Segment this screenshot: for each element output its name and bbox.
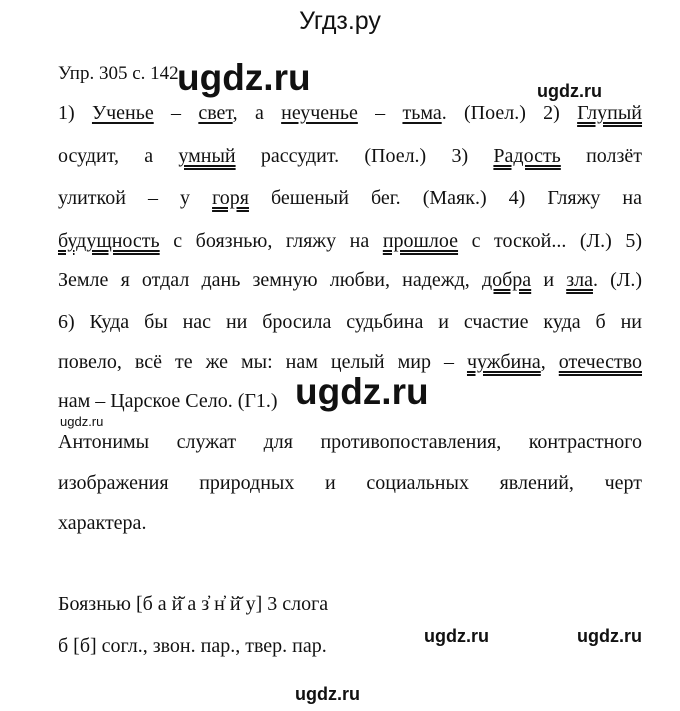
watermark-small: ugdz.ru bbox=[295, 684, 360, 704]
underlined-word: Радость bbox=[493, 145, 561, 167]
text-span: улиткой – у bbox=[58, 187, 213, 209]
watermark-small: ugdz.ru bbox=[537, 81, 602, 101]
underlined-word: свет bbox=[198, 102, 233, 124]
text-span: и bbox=[531, 269, 567, 291]
text-span: 6) Куда бы нас ни бросила судьбина и счастие куда б ни bbox=[58, 311, 642, 333]
text-span: с тоской... (Л.) 5) bbox=[458, 230, 642, 252]
text-span: 1) bbox=[58, 102, 92, 124]
text-span: – bbox=[153, 102, 199, 124]
site-title: Угдз.ру bbox=[299, 7, 381, 35]
text-line bbox=[58, 186, 642, 210]
underlined-word: тьма bbox=[402, 102, 442, 124]
underlined-word: Ученье bbox=[91, 102, 154, 124]
underlined-word: Глупый bbox=[577, 102, 643, 124]
text-span: рассудит. (Поел.) 3) bbox=[235, 145, 494, 167]
text-span: повело, всё те же мы: нам целый мир – bbox=[58, 351, 467, 373]
phonetic-analysis: б [б] согл., звон. пар., твер. пар. bbox=[58, 635, 327, 657]
exercise-title: Упр. 305 с. 142 bbox=[58, 63, 179, 84]
text-span: нам – Царское Село. (Г1.) bbox=[58, 390, 278, 412]
text-line bbox=[58, 268, 642, 292]
text-span: характера. bbox=[58, 512, 147, 534]
text-span: осудит, а bbox=[58, 145, 179, 167]
watermark-small: ugdz.ru bbox=[424, 626, 489, 646]
explanation-line bbox=[58, 471, 642, 495]
watermark-small: ugdz.ru bbox=[577, 626, 642, 646]
text-span: , а bbox=[232, 102, 282, 124]
text-line bbox=[58, 350, 642, 374]
explanation-line bbox=[58, 511, 146, 535]
text-span: , bbox=[540, 351, 559, 373]
text-line bbox=[58, 310, 642, 334]
text-span: . (Л.) bbox=[592, 269, 643, 291]
underlined-word: отечество bbox=[558, 351, 642, 373]
text-span: бешеный бег. (Маяк.) 4) Гляжу на bbox=[248, 187, 643, 209]
text-span: Антонимы служат для противопоставления, контрастного bbox=[58, 431, 642, 453]
text-line bbox=[58, 101, 642, 125]
text-span: ползёт bbox=[560, 145, 643, 167]
watermark-tiny: ugdz.ru bbox=[60, 414, 104, 429]
watermark-big: ugdz.ru bbox=[177, 57, 311, 98]
underlined-word: умный bbox=[178, 145, 236, 167]
text-span: изображения природных и социальных явлений, черт bbox=[58, 472, 642, 494]
underlined-word: горя bbox=[212, 187, 249, 209]
phonetic-transcription: Боязнью [б а й̆ а з̓ н̓ й̆ у] 3 слога bbox=[58, 593, 329, 615]
underlined-word: будущность bbox=[58, 230, 160, 252]
text-span: Земле я отдал дань земную любви, надежд, bbox=[58, 269, 482, 291]
text-span: с боязнью, гляжу на bbox=[159, 230, 383, 252]
underlined-word: прошлое bbox=[382, 230, 459, 252]
explanation-line bbox=[58, 430, 642, 454]
text-line bbox=[58, 229, 642, 253]
text-line bbox=[58, 144, 642, 168]
text-line bbox=[58, 389, 278, 413]
underlined-word: зла bbox=[566, 269, 593, 291]
text-span: . (Поел.) 2) bbox=[441, 102, 578, 124]
underlined-word: неученье bbox=[281, 102, 358, 124]
underlined-word: чужбина bbox=[466, 351, 541, 373]
watermark-big: ugdz.ru bbox=[295, 371, 429, 412]
underlined-word: добра bbox=[481, 269, 532, 291]
text-span: – bbox=[357, 102, 403, 124]
